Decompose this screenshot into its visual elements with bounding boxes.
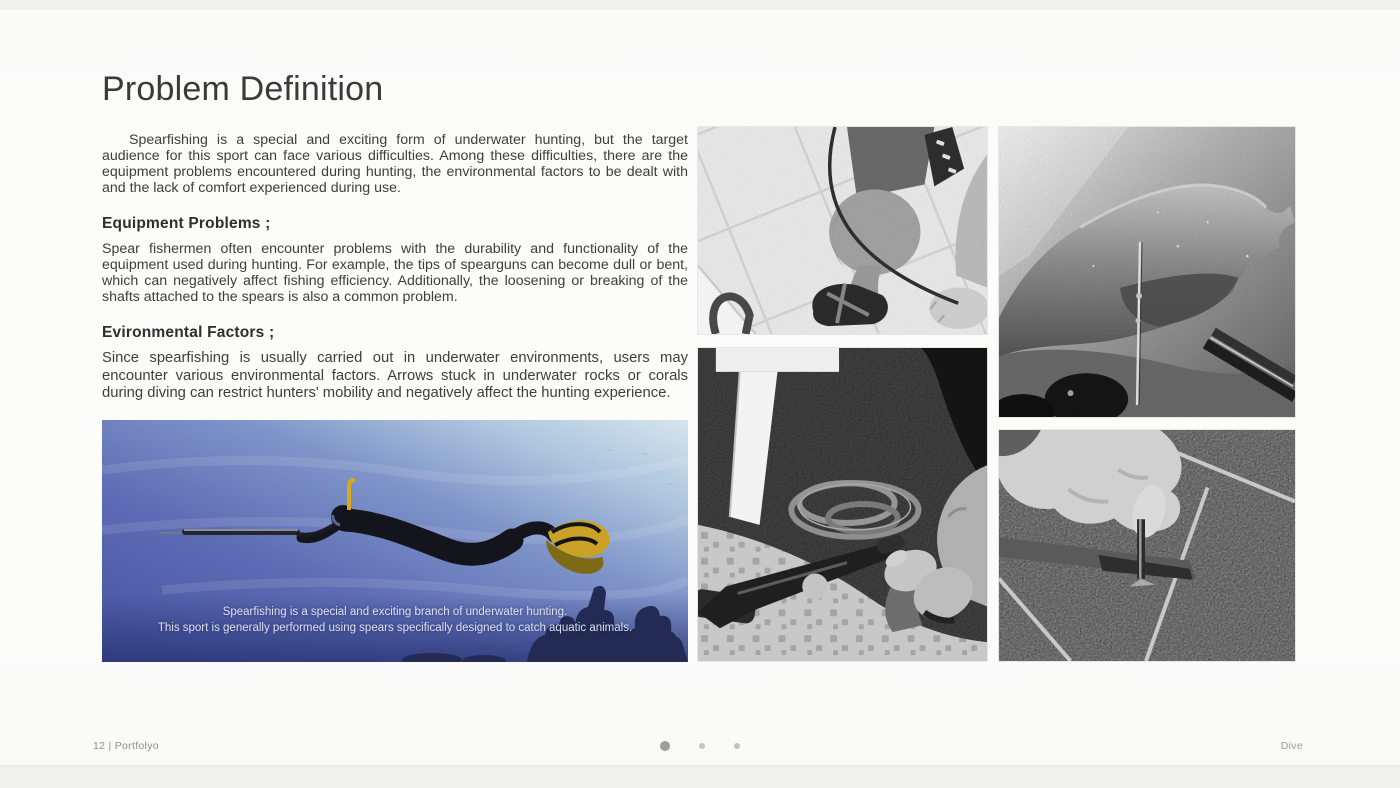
section-body-equipment: Spear fishermen often encounter problems with the durability and functionality of the equipment used during hunting. For example, the tips of spearguns can become dull or bent, which can negatively affect fishing efficiency. Additionally, the loosening or breaking of the shafts attached to the spears is also a common problem. <box>102 241 688 305</box>
footer-page-label: 12 | Portfolyo <box>93 740 159 752</box>
photo-shaft-straightening <box>697 126 988 335</box>
footer-project-label: Dive <box>1280 740 1303 752</box>
text-column <box>102 70 688 403</box>
section-heading-equipment: Equipment Problems ; <box>102 215 271 232</box>
photo-spear-in-rock <box>998 126 1296 418</box>
page-title: Problem Definition <box>102 70 384 108</box>
photo-speargun-repair <box>697 347 988 662</box>
pagination-dot-3[interactable] <box>734 743 740 749</box>
page-surface <box>0 10 1400 765</box>
hero-caption-line1: Spearfishing is a special and exciting branch of underwater hunting. <box>222 606 568 618</box>
section-body-environmental: Since spearfishing is usually carried out in underwater environments, users may encounter various environmental factors. Arrows stuck in underwater rocks or corals during diving can restrict hunters' mobility and negatively affect the hunting experience. <box>102 350 688 401</box>
pagination-dot-2[interactable] <box>699 743 705 749</box>
photo-spear-tip-sharpening <box>998 429 1296 662</box>
hero-caption-line2: This sport is generally performed using spears specifically designed to catch aquatic animals. <box>157 621 633 634</box>
hero-caption <box>102 605 688 636</box>
pagination-dot-1[interactable] <box>660 741 670 751</box>
section-heading-environmental: Evironmental Factors ; <box>102 324 275 341</box>
hero-photo-spearfisher <box>102 420 688 662</box>
pagination-dots <box>660 740 740 751</box>
intro-paragraph: Spearfishing is a special and exciting form of underwater hunting, but the target audience for this sport can face various difficulties. Among these difficulties, there are the equipment problems encountered during hunting, the environmental factors to be dealt with and the lack of comfort experienced during use. <box>102 132 688 196</box>
